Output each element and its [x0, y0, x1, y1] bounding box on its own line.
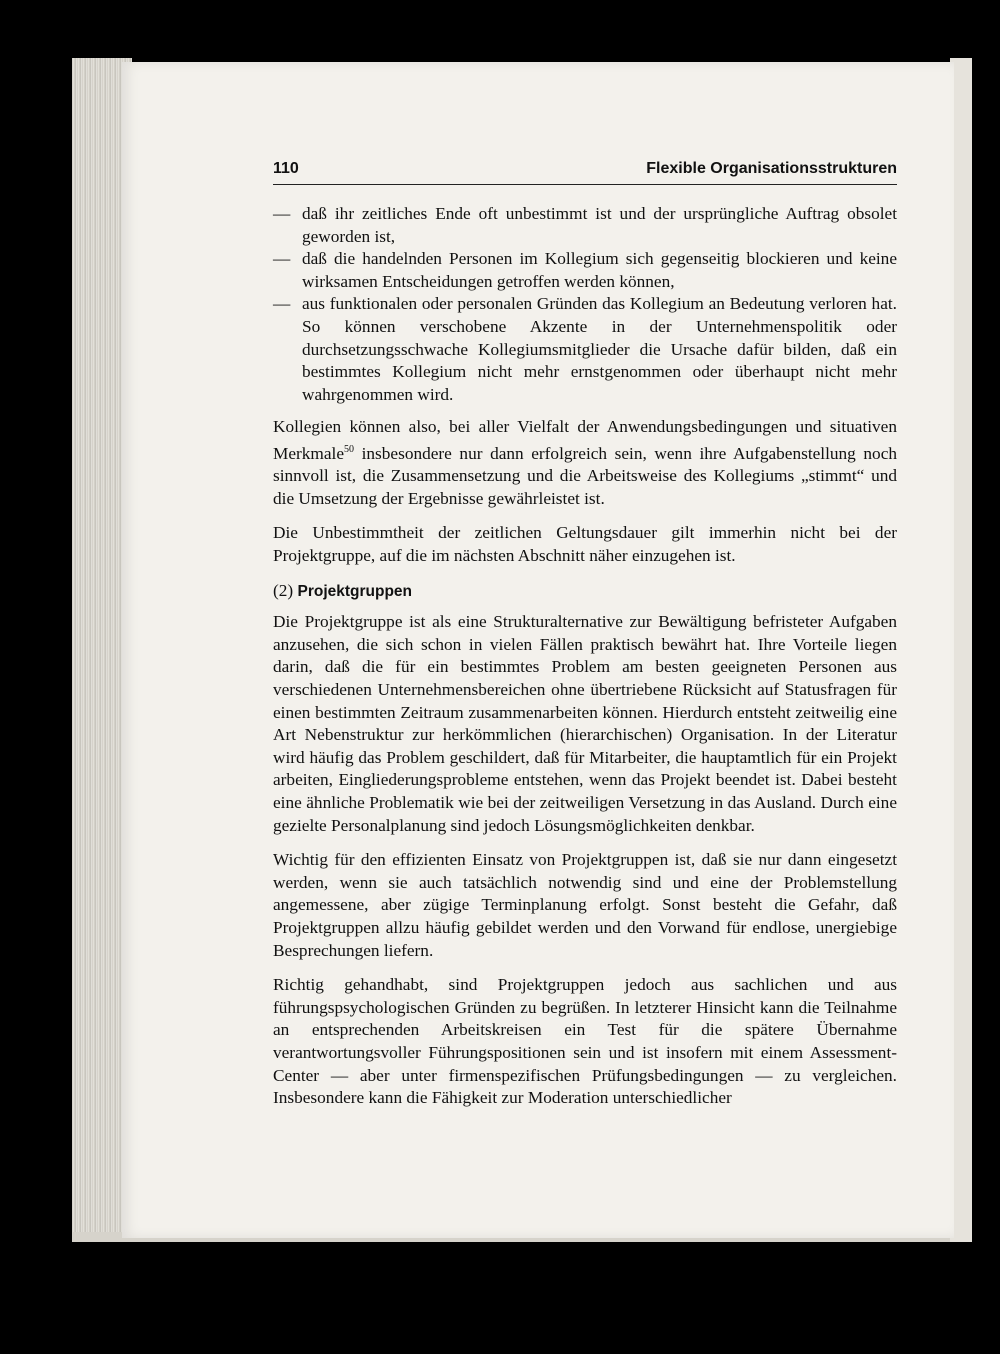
running-header — [273, 160, 897, 185]
chapter-title: Flexible Organisationsstrukturen — [646, 160, 897, 177]
list-item — [273, 203, 897, 248]
paragraph-text: insbesondere nur dann erfolgreich sein, wenn ihre Aufgabenstellung noch sinnvoll ist, die Zusammensetzung und die Arbeitsweise des Kollegiums „stimmt“ und die Umsetzung der Ergebnisse gewährleistet ist. — [273, 443, 897, 508]
list-item — [273, 293, 897, 406]
page-content — [273, 160, 897, 1122]
section-number: (2) — [273, 580, 294, 600]
list-dash: — — [273, 204, 291, 223]
paragraph: Die Projektgruppe ist als eine Strukturalternative zur Bewältigung befristeter Aufgaben anzusehen, die sich schon in vielen Fällen praktisch bewährt hat. Ihre Vorteile liegen darin, daß die für ein bestimmtes Problem am besten geeigneten Personen aus verschiedenen Unternehmensbereichen ohne übertriebene Rücksicht auf Statusfragen für einen bestimmten Zeitraum zusammenarbeiten können. Hierdurch entsteht zeitweilig eine Art Nebenstruktur zur herkömmlichen (hierarchischen) Organisation. In der Literatur wird häufig das Problem geschildert, daß für Mitarbeiter, die hauptamtlich für ein Projekt arbeiten, Eingliederungsprobleme entstehen, wenn das Projekt beendet ist. Dabei besteht eine ähnliche Problematik wie bei der zeitweiligen Versetzung in das Ausland. Durch eine gezielte Personalplanung sind jedoch Lösungsmöglichkeiten denkbar. — [273, 612, 897, 835]
footnote-marker: 50 — [344, 443, 355, 455]
page-number: 110 — [273, 160, 299, 177]
list-item-text: aus funktionalen oder personalen Gründen das Kollegium an Bedeutung verloren hat. So können verschobene Akzente in der Unternehmenspolitik oder durchsetzungsschwache Kollegiumsmitglieder die Ursache dafür bilden, daß ein bestimmtes Kollegium nicht mehr ernstgenommen oder überhaupt nicht mehr wahrgenommen wird. — [302, 294, 897, 404]
paragraph: Richtig gehandhabt, sind Projektgruppen jedoch aus sachlichen und aus führungspsychologischen Gründen zu begrüßen. In letzterer Hinsicht kann die Teilnahme an entsprechenden Arbeitskreisen ein Test für die spätere Übernahme verantwortungsvoller Führungspositionen sein und ist insofern mit einem Assessment-Center — aber unter firmenspezifischen Prüfungsbedingungen — zu vergleichen. Insbesondere kann die Fähigkeit zur Moderation unterschiedlicher — [273, 975, 897, 1108]
paragraph-text: Kollegien können also, bei aller Vielfalt der Anwendungsbedingungen und situativen Merkmale — [273, 417, 897, 463]
list-item-text: daß die handelnden Personen im Kollegium sich gegenseitig blockieren und keine wirksamen Entscheidungen getroffen werden können, — [302, 249, 897, 291]
list-item-text: daß ihr zeitliches Ende oft unbestimmt ist und der ursprüngliche Auftrag obsolet geworden ist, — [302, 204, 897, 246]
list-dash: — — [273, 294, 291, 314]
list-item — [273, 248, 897, 293]
section-title: Projektgruppen — [297, 582, 413, 600]
list-dash: — — [273, 249, 291, 269]
paragraph: Wichtig für den effizienten Einsatz von Projektgruppen ist, daß sie nur dann eingesetzt werden, wenn sie auch tatsächlich notwendig sind und eine der Problemstellung angemessene, aber zügige Terminplanung erfolgt. Sonst besteht die Gefahr, daß Projektgruppen allzu häufig gebildet werden und den Vorwand für endlose, unergiebige Besprechungen liefern. — [273, 850, 897, 960]
paragraph-unbestimmtheit: Die Unbestimmtheit der zeitlichen Geltungsdauer gilt immerhin nicht bei der Projektgruppe, auf die im nächsten Abschnitt näher einzugehen ist. — [273, 523, 897, 566]
paragraph-kollegien — [273, 416, 897, 510]
dash-list — [273, 203, 897, 406]
section-heading — [273, 580, 897, 604]
